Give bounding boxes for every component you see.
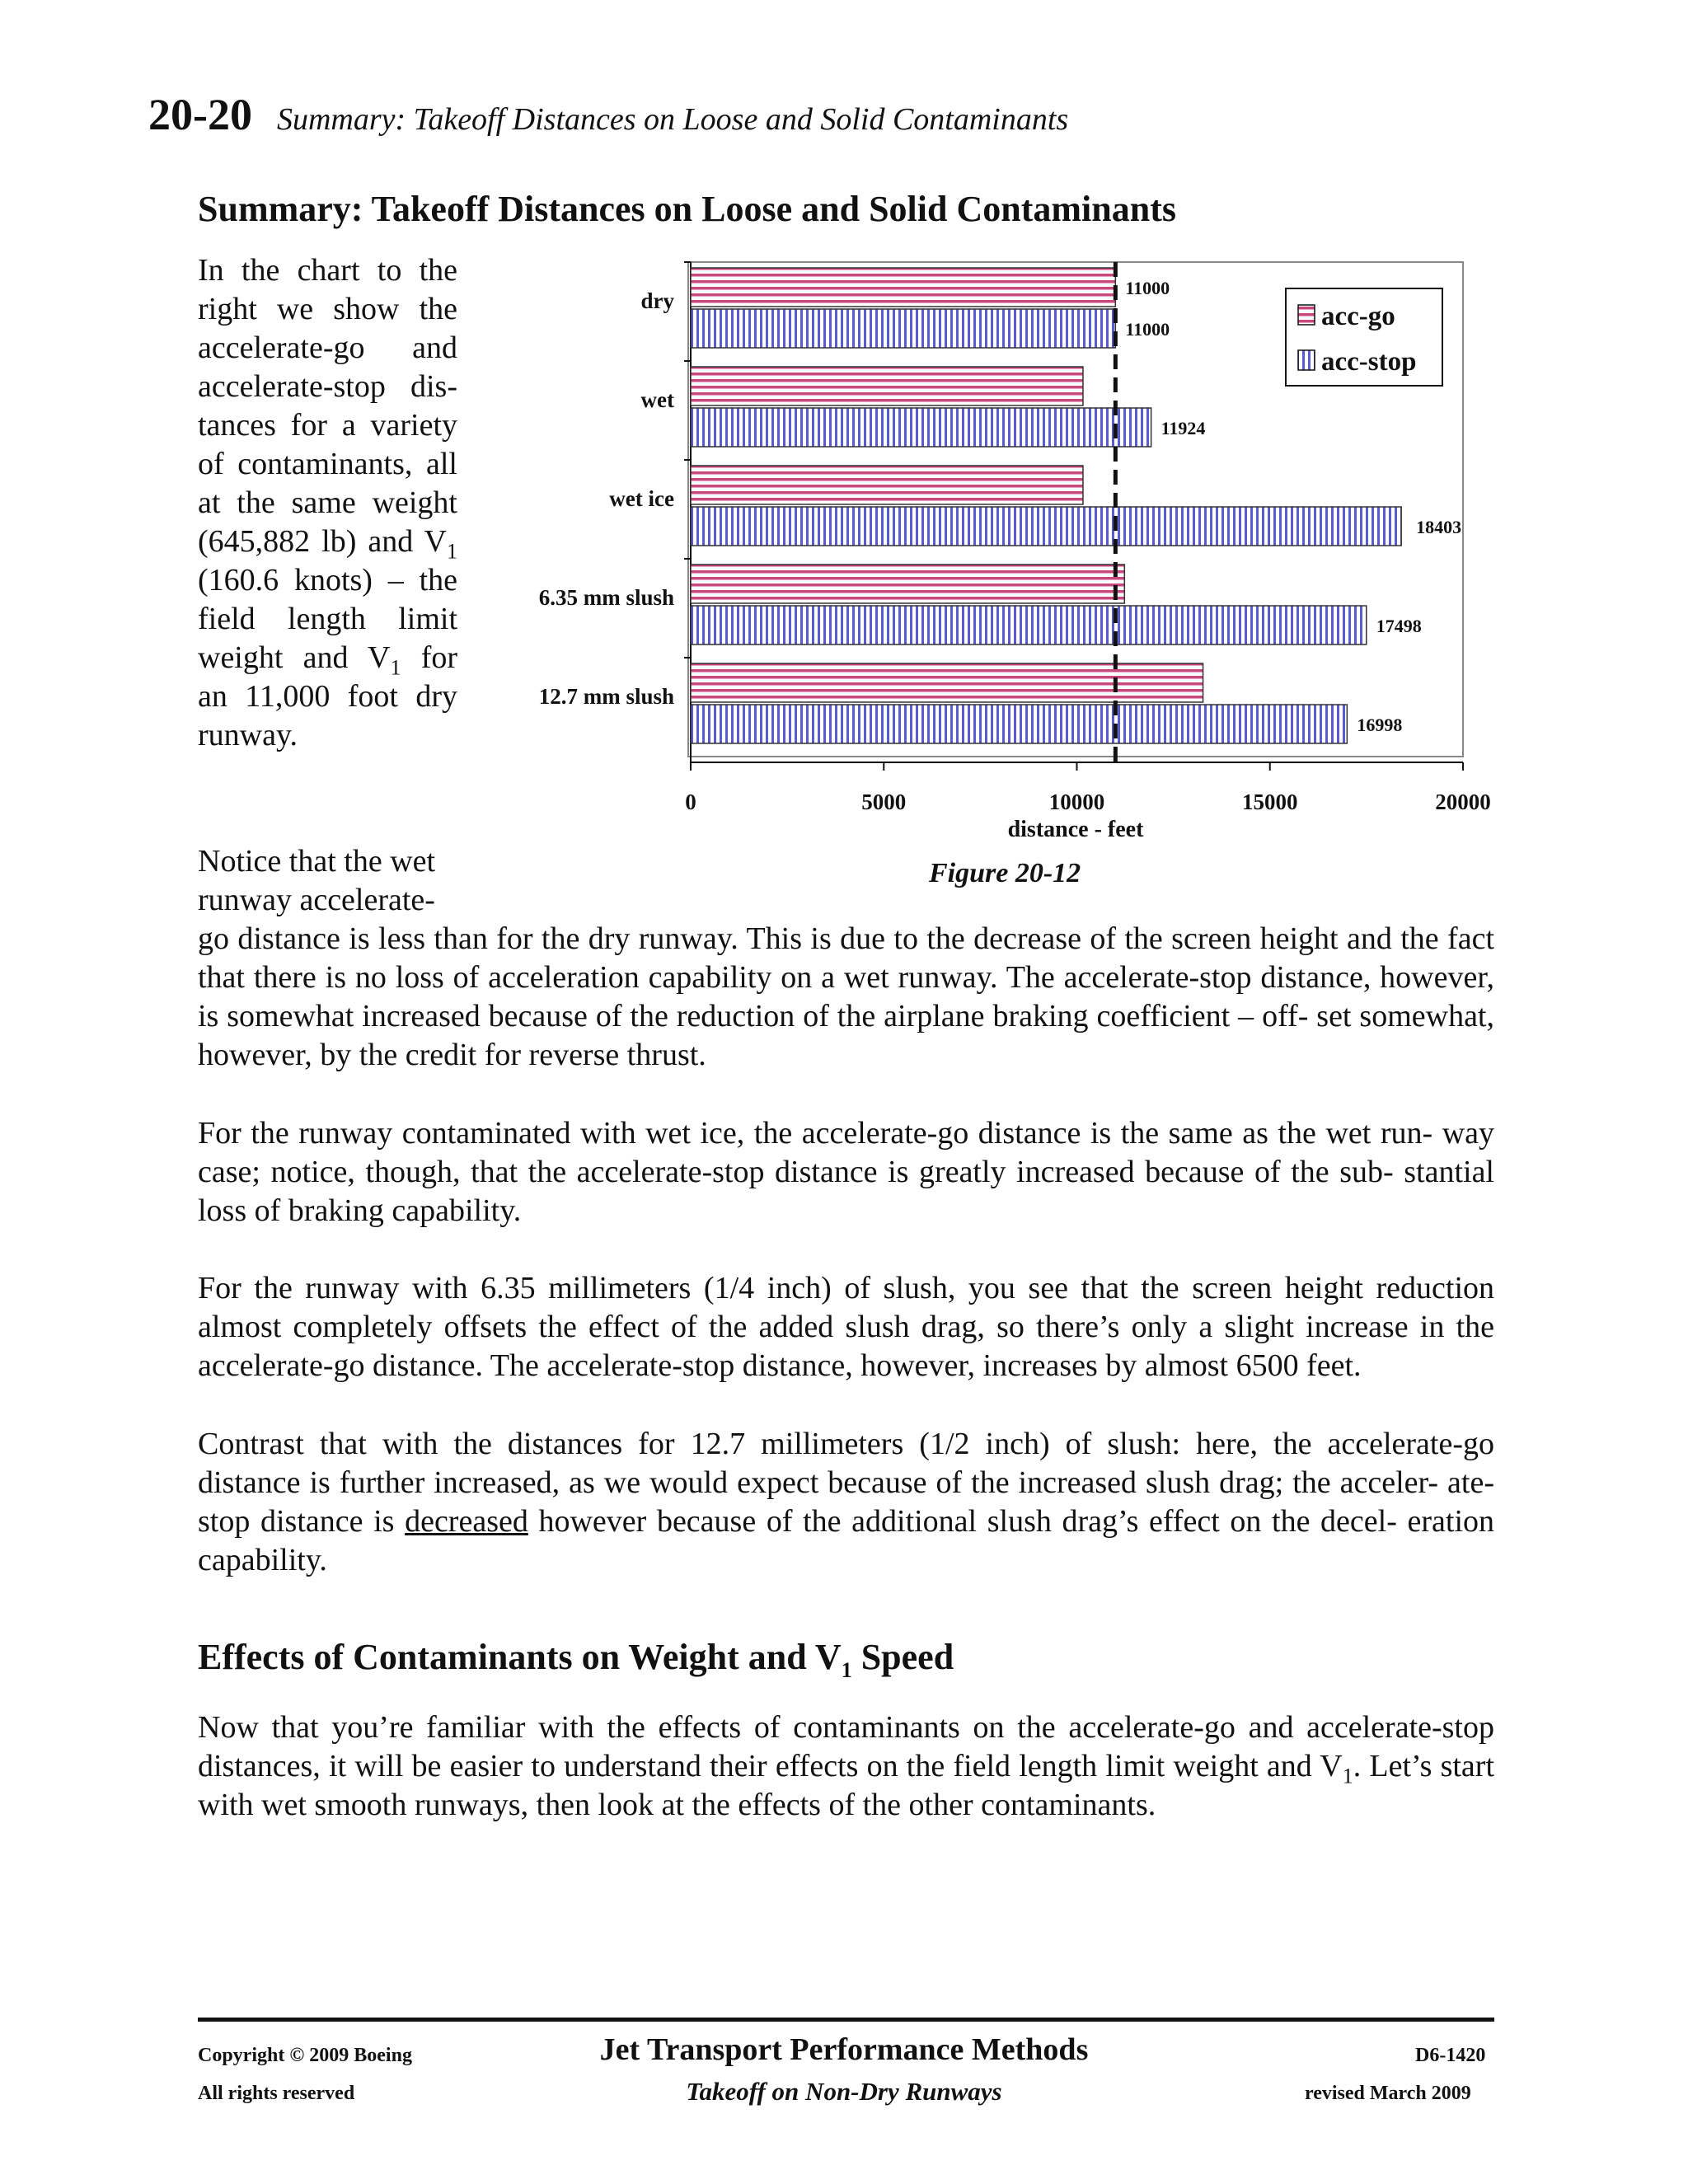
figure-caption: Figure 20-12 — [929, 858, 1081, 888]
bar-acc-stop — [691, 309, 1115, 348]
legend-swatch-acc-stop — [1298, 350, 1315, 370]
x-tick-label: 0 — [685, 790, 696, 814]
legend-swatch-acc-go — [1298, 305, 1315, 325]
legend-label-acc-stop: acc-stop — [1321, 347, 1417, 377]
category-label: wet ice — [609, 486, 674, 511]
category-label: wet — [640, 387, 674, 412]
bar-acc-go — [691, 663, 1203, 702]
footer-chapter-title: Takeoff on Non-Dry Runways — [686, 2077, 1002, 2106]
slush-127-paragraph: Contrast that with the distances for 12.7 millimeters (1/2 inch) of slush: here, the accelerate-go distance is further increased, as we would expect because of the increased slush drag; the acceler- ate-stop distance is decreased however because of the additional slush drag’s effect on the decel- eration capability. — [198, 1427, 1494, 1577]
data-label-acc-go: 11000 — [1125, 278, 1170, 298]
x-tick-label: 15000 — [1242, 790, 1298, 814]
footer-doc-id: D6-1420 — [1415, 2045, 1486, 2066]
category-label: dry — [640, 288, 674, 313]
notice-paragraph-start: Notice that the wet runway accelerate- — [198, 844, 436, 917]
footer-book-title: Jet Transport Performance Methods — [599, 2032, 1089, 2067]
slush-635-paragraph: For the runway with 6.35 millimeters (1/4 inch) of slush, you see that the screen height reduction almost completely offsets the effect of the added slush drag, so there’s only a slight increase in the accelerate-go distance. The accelerate-stop distance, however, increases by almost 6500 feet. — [198, 1271, 1494, 1383]
legend-label-acc-go: acc-go — [1321, 302, 1395, 331]
bar-acc-go — [691, 565, 1124, 603]
bar-acc-stop — [691, 507, 1401, 546]
bar-acc-stop — [691, 408, 1151, 447]
page-header — [148, 89, 1068, 140]
data-label-acc-stop: 11000 — [1125, 319, 1170, 340]
x-axis-title: distance - feet — [1007, 817, 1144, 842]
bar-acc-stop — [691, 606, 1367, 644]
intro-paragraph: In the chart to the right we show the accelerate-go and accelerate-stop dis- tances for a variety of contaminants, all at the same weight (645,882 lb) and $V_1$ (160.6 knots) – the field length limit weight and $V_1$ for an 11,000 foot dry runway. — [198, 253, 458, 752]
footer-copyright: Copyright © 2009 Boeing — [198, 2045, 412, 2066]
x-tick-label: 20000 — [1435, 790, 1491, 814]
page-number: 20-20 — [148, 90, 252, 139]
takeoff-distance-chart — [495, 247, 1508, 849]
section-title: Summary: Takeoff Distances on Loose and Solid Contaminants — [198, 189, 1176, 229]
category-label: 12.7 mm slush — [538, 684, 674, 709]
wet-ice-paragraph: For the runway contaminated with wet ice, the accelerate-go distance is the same as the wet run- way case; notice, though, that the accelerate-stop distance is greatly increased because of the sub- stantial loss of braking capability. — [198, 1116, 1494, 1228]
notice-paragraph-continued: go distance is less than for the dry runway. This is due to the decrease of the screen height and the fact that there is no loss of acceleration capability on a wet runway. The accelerate-stop distance, however, is somewhat increased because of the reduction of the airplane braking coefficient – off- set somewhat, however, by the credit for reverse thrust. — [198, 921, 1494, 1072]
bar-acc-go — [691, 466, 1083, 504]
x-tick-label: 5000 — [861, 790, 907, 814]
section-title-effects: Effects of Contaminants on Weight and $V_1$ Speed — [198, 1637, 954, 1682]
effects-intro-paragraph: Now that you’re familiar with the effects of contaminants on the accelerate-go and accelerate-stop distances, it will be easier to understand their effects on the field length limit weight and $V_1$. Let’s start with wet smooth runways, then look at the effects of the other contaminants. — [198, 1710, 1494, 1822]
bar-acc-go — [691, 268, 1115, 307]
data-label-acc-stop: 16998 — [1357, 715, 1403, 735]
footer-rule — [198, 2018, 1494, 2022]
legend — [1286, 288, 1442, 386]
running-title: Summary: Takeoff Distances on Loose and Solid Contaminants — [276, 102, 1069, 137]
data-label-acc-stop: 17498 — [1376, 616, 1422, 636]
data-label-acc-stop: 18403 — [1416, 517, 1462, 537]
data-label-acc-stop: 11924 — [1160, 418, 1206, 438]
x-tick-label: 10000 — [1048, 790, 1105, 814]
emphasis-decreased: decreased — [405, 1504, 528, 1539]
footer-rights: All rights reserved — [198, 2083, 355, 2104]
category-label: 6.35 mm slush — [538, 585, 674, 610]
bar-acc-go — [691, 367, 1083, 405]
footer-revised: revised March 2009 — [1305, 2083, 1471, 2104]
bar-acc-stop — [691, 705, 1347, 743]
